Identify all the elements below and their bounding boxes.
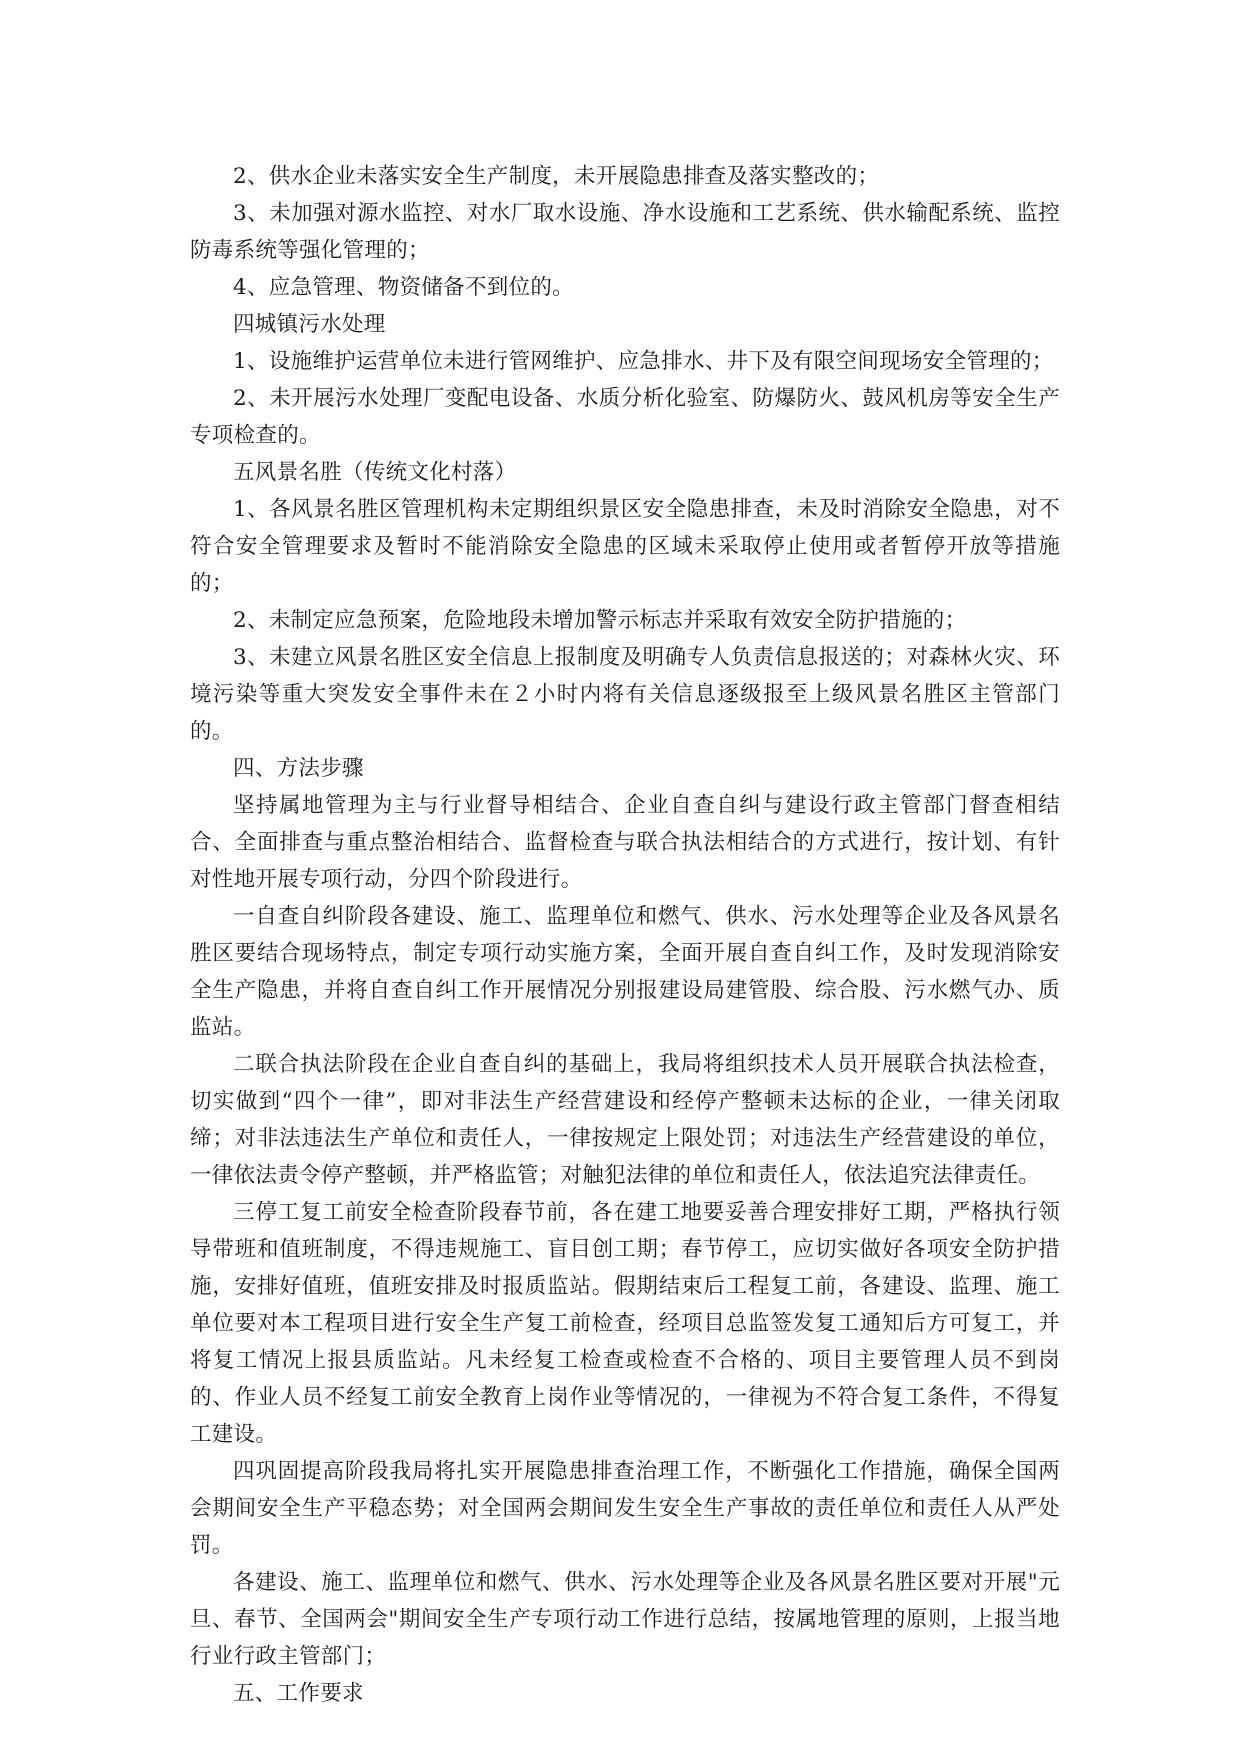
- paragraph-methods-intro: 坚持属地管理为主与行业督导相结合、企业自查自纠与建设行政主管部门督查相结合、全面排查与重点整治相结合、监督检查与联合执法相结合的方式进行，按计划、有针对性地开展专项行动，分四个阶段进行。: [190, 793, 1060, 892]
- document-body: [190, 158, 1060, 1712]
- section-heading-methods: 四、方法步骤: [233, 756, 364, 781]
- section-heading-sewage: 四城镇污水处理: [233, 312, 386, 337]
- paragraph-summary: 各建设、施工、监理单位和燃气、供水、污水处理等企业及各风景名胜区要对开展"元旦、春节、全国两会"期间安全生产专项行动工作进行总结，按属地管理的原则，上报当地行业行政主管部门；: [190, 1570, 1060, 1669]
- paragraph-stage-2: 二联合执法阶段在企业自查自纠的基础上，我局将组织技术人员开展联合执法检查，切实做到“四个一律”，即对非法生产经营建设和经停产整顿未达标的企业，一律关闭取缔；对非法违法生产单位和责任人，一律按规定上限处罚；对违法生产经营建设的单位，一律依法责令停产整顿，并严格监管；对触犯法律的单位和责任人，依法追究法律责任。: [190, 1052, 1060, 1188]
- paragraph-scenic-item-2: 2、未制定应急预案，危险地段未增加警示标志并采取有效安全防护措施的；: [233, 608, 967, 633]
- paragraph-sewage-item-2: 2、未开展污水处理厂变配电设备、水质分析化验室、防爆防火、鼓风机房等安全生产专项检查的。: [190, 386, 1060, 448]
- paragraph-stage-3: 三停工复工前安全检查阶段春节前，各在建工地要妥善合理安排好工期，严格执行领导带班和值班制度，不得违规施工、盲目创工期；春节停工，应切实做好各项安全防护措施，安排好值班，值班安排及时报质监站。假期结束后工程复工前，各建设、监理、施工单位要对本工程项目进行安全生产复工前检查，经项目总监签发复工通知后方可复工，并将复工情况上报县质监站。凡未经复工检查或检查不合格的、项目主要管理人员不到岗的、作业人员不经复工前安全教育上岗作业等情况的，一律视为不符合复工条件，不得复工建设。: [190, 1200, 1060, 1447]
- paragraph-water-supply-item-3: 3、未加强对源水监控、对水厂取水设施、净水设施和工艺系统、供水输配系统、监控防毒系统等强化管理的；: [190, 201, 1060, 263]
- paragraph-stage-1: 一自查自纠阶段各建设、施工、监理单位和燃气、供水、污水处理等企业及各风景名胜区要结合现场特点，制定专项行动实施方案，全面开展自查自纠工作，及时发现消除安全生产隐患，并将自查自纠工作开展情况分别报建设局建管股、综合股、污水燃气办、质监站。: [190, 904, 1060, 1040]
- section-heading-scenic-areas: 五风景名胜（传统文化村落）: [233, 460, 517, 485]
- section-heading-requirements: 五、工作要求: [233, 1681, 364, 1706]
- paragraph-scenic-item-1: 1、各风景名胜区管理机构未定期组织景区安全隐患排查，未及时消除安全隐患，对不符合安全管理要求及暂时不能消除安全隐患的区域未采取停止使用或者暂停开放等措施的；: [190, 497, 1060, 596]
- paragraph-stage-4: 四巩固提高阶段我局将扎实开展隐患排查治理工作，不断强化工作措施，确保全国两会期间安全生产平稳态势；对全国两会期间发生安全生产事故的责任单位和责任人从严处罚。: [190, 1459, 1060, 1558]
- paragraph-scenic-item-3: 3、未建立风景名胜区安全信息上报制度及明确专人负责信息报送的；对森林火灾、环境污染等重大突发安全事件未在２小时内将有关信息逐级报至上级风景名胜区主管部门的。: [190, 645, 1060, 744]
- paragraph-water-supply-item-4: 4、应急管理、物资储备不到位的。: [233, 275, 574, 300]
- paragraph-sewage-item-1: 1、设施维护运营单位未进行管网维护、应急排水、井下及有限空间现场安全管理的；: [233, 349, 1054, 374]
- paragraph-water-supply-item-2: 2、供水企业未落实安全生产制度，未开展隐患排查及落实整改的；: [233, 164, 880, 189]
